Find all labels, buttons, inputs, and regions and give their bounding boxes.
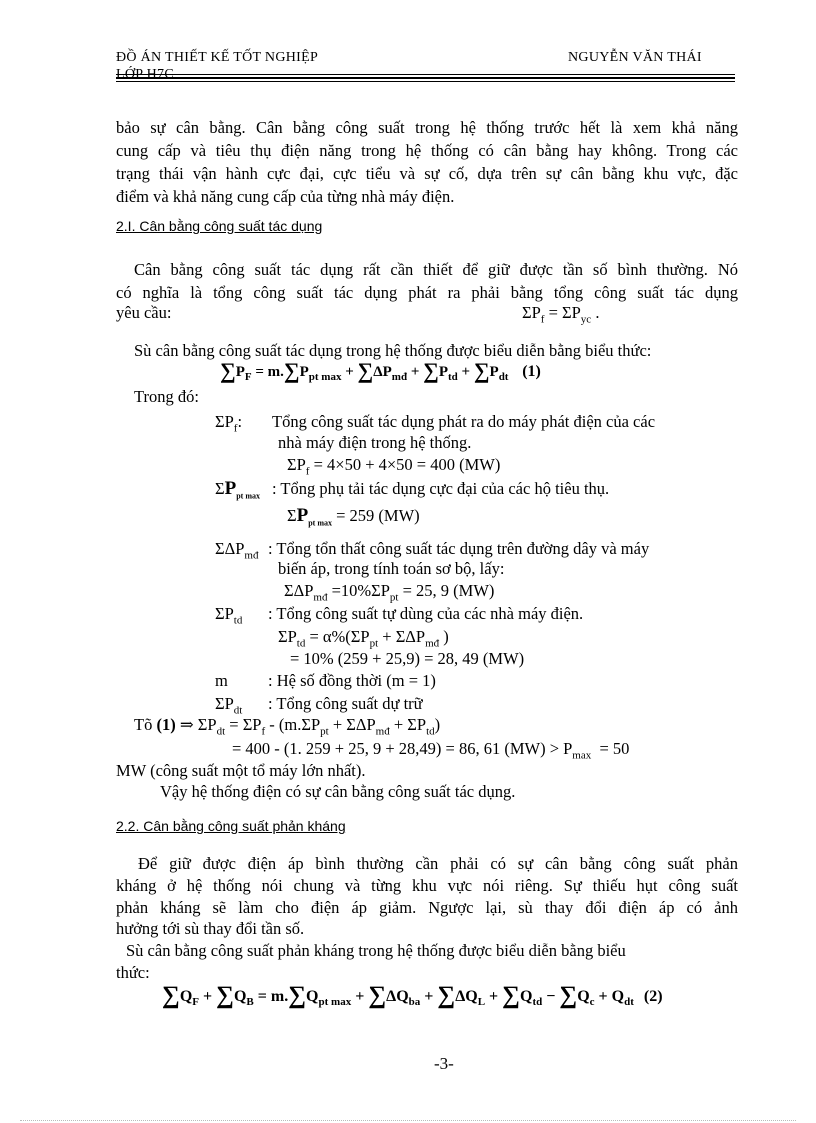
- calc-line-3: MW (công suất một tổ máy lớn nhất).: [116, 761, 366, 780]
- s22-p1-line-3: phản kháng sẽ làm cho điện áp giảm. Ngược lại, sù thay đổi điện áp có ảnh: [116, 898, 738, 917]
- s21-formula-pf-pyc: $\Sigma P_f = \Sigma P_{yc}$ .: [522, 303, 600, 326]
- def-pdt-desc: : Tổng công suất dự trữ: [268, 694, 423, 713]
- def-pf-symbol: $\Sigma P_f$:: [215, 412, 243, 435]
- s21-conclusion: Vậy hệ thống điện có sự cân bằng công suất tác dụng.: [160, 782, 516, 801]
- s21-p1-line-1: Cân bằng công suất tác dụng rất cần thiết để giữ được tần số bình thường. Nó: [134, 260, 738, 279]
- header-left-class: LỚP H7C: [116, 67, 174, 82]
- header-left: ĐỒ ÁN THIẾT KẾ TỐT NGHIỆP: [116, 50, 319, 65]
- def-dpmd-desc-1: : Tổng tổn thất công suất tác dụng trên đường dây và máy: [268, 539, 650, 558]
- def-ppt-symbol: $\Sigma P_{pt max}$: [215, 478, 260, 501]
- s22-p1-line-4: hưởng tới sù thay đổi tần số.: [116, 919, 305, 938]
- def-ppt-value-text: = 259 (MW): [336, 506, 420, 525]
- equation-2: $\sum Q_F + \sum Q_B = m.\sum Q_{pt max} + \sum\Delta Q_{ba} + \sum\Delta Q_L + \sum Q_{td} - \sum Q_c + Q_{dt}$ (2): [162, 982, 663, 1009]
- def-dpmd-desc-2: biến áp, trong tính toán sơ bộ, lấy:: [278, 559, 505, 578]
- trong-do-label: Trong đó:: [134, 387, 199, 406]
- s21-p1-line-2: có nghĩa là tổng công suất tác dụng phát ra phải bằng tổng công suất tác dụng: [116, 283, 738, 302]
- calc-line-1: Tõ (1) ⇒ $\Sigma P_{dt} = \Sigma P_f - (m.\Sigma P_{pt} + \Sigma\Delta P_{mđ} + \Sigma P_{td})$: [134, 715, 441, 738]
- def-m-desc: : Hệ số đồng thời (m = 1): [268, 671, 436, 690]
- section-2-2-title: 2.2. Cân bằng công suất phản kháng: [116, 818, 346, 834]
- equation-1-label: (1): [522, 363, 541, 380]
- s22-p2-line-1: Sù cân bằng công suất phản kháng trong hệ thống được biểu diễn bằng biểu: [126, 941, 626, 960]
- def-m-symbol: m: [215, 671, 228, 690]
- equation-2-label: (2): [643, 988, 663, 1005]
- def-ptd-symbol: $\Sigma P_{td}$: [215, 604, 243, 627]
- header-rule-2: [116, 77, 735, 79]
- def-ptd-value-1: $\Sigma P_{td} = \alpha\%(\Sigma P_{pt} + \Sigma\Delta P_{mđ}$ ): [278, 627, 449, 650]
- page-number: -3-: [434, 1054, 454, 1073]
- def-dpmd-symbol: $\Sigma\Delta P_{mđ}$: [215, 539, 259, 562]
- equation-1: $\sum P_F = m.\sum P_{pt max} + \sum\Delta P_{mđ} + \sum P_{td} + \sum P_{dt}$ (1): [220, 358, 541, 383]
- section-2-1-title: 2.I. Cân bằng công suất tác dụng: [116, 218, 323, 234]
- def-dpmd-value: $\Sigma\Delta P_{mđ} =10\%\Sigma P_{pt} = 25$, 9 (MW): [284, 581, 495, 604]
- s22-p1-line-2: kháng ở hệ thống nói chung và từng khu vực nói riêng. Sự thiếu hụt công suất: [116, 876, 738, 895]
- def-pf-desc-1: Tổng công suất tác dụng phát ra do máy phát điện của các: [272, 412, 656, 431]
- def-pf-value: $\Sigma P_f = 4\times 50 + 4\times 50 = 400$ (MW): [287, 455, 501, 478]
- header-rule-1: [116, 74, 735, 75]
- s22-p2-line-2: thức:: [116, 963, 150, 982]
- def-pf-desc-2: nhà máy điện trong hệ thống.: [278, 433, 472, 452]
- intro-line-3: trạng thái vận hành cực đại, cực tiểu và sự cố, dựa trên sự cân bằng khu vực, đặc: [116, 164, 738, 183]
- def-ptd-value-2: = 10% (259 + 25,9) = 28, 49 (MW): [290, 649, 525, 668]
- s21-p2: Sù cân bằng công suất tác dụng trong hệ thống được biểu diễn bằng biểu thức:: [134, 341, 652, 360]
- def-ppt-desc: : Tổng phụ tải tác dụng cực đại của các hộ tiêu thụ.: [272, 479, 610, 498]
- intro-line-4: điểm và khả năng cung cấp của từng nhà máy điện.: [116, 187, 455, 206]
- calc-line-2: = 400 - (1. 259 + 25, 9 + 28,49) = 86, 61 $(MW) > P_{max} = 50$: [232, 739, 630, 762]
- def-pdt-symbol: $\Sigma P_{dt}$: [215, 694, 243, 717]
- header-right: NGUYỄN VĂN THÁI: [568, 50, 702, 65]
- s21-p1-line-3: yêu cầu:: [116, 303, 172, 322]
- intro-line-2: cung cấp và tiêu thụ điện năng trong hệ thống có cân bằng hay không. Trong các: [116, 141, 738, 160]
- def-ptd-desc: : Tổng công suất tự dùng của các nhà máy điện.: [268, 604, 584, 623]
- def-ppt-value: $\Sigma P_{pt max} = 259$ (MW): [287, 505, 420, 528]
- page-bottom-border: [20, 1120, 796, 1121]
- intro-line-1: bảo sự cân bằng. Cân bằng công suất trong hệ thống trước hết là xem khả năng: [116, 118, 738, 137]
- s22-p1-line-1: Để giữ được điện áp bình thường cần phải có sự cân bằng công suất phản: [138, 854, 738, 873]
- header-rule-3: [116, 81, 735, 82]
